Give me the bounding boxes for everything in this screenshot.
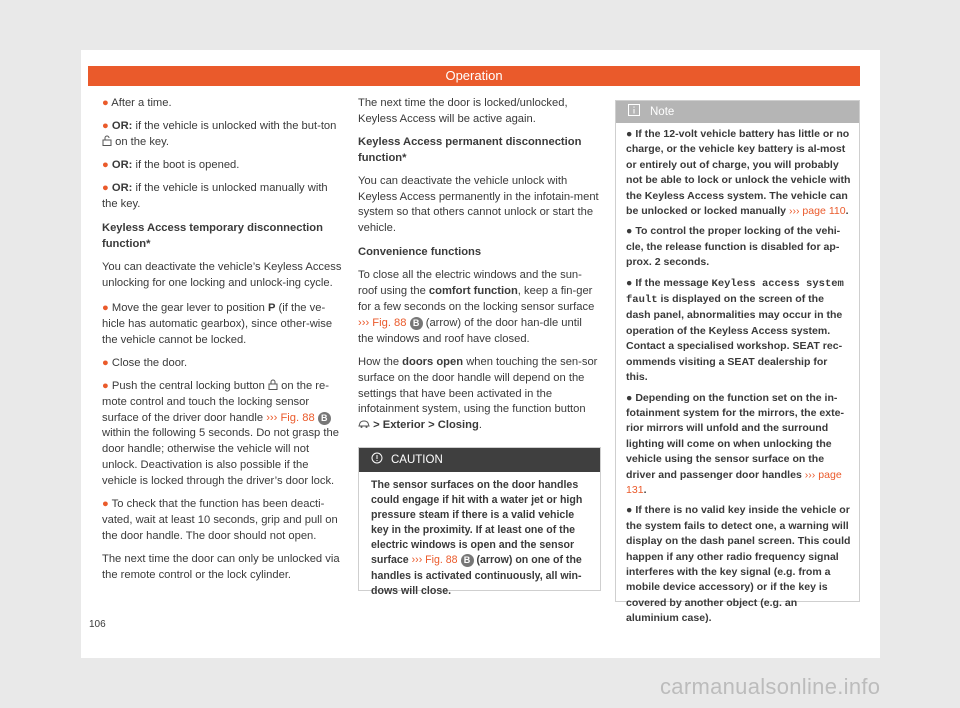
page-link[interactable]: ››› page 110 xyxy=(788,205,846,218)
caution-box xyxy=(358,447,601,597)
section-title: Operation xyxy=(445,68,503,83)
list-item: ● Close the door. xyxy=(102,356,188,369)
section-heading: Convenience functions xyxy=(358,246,482,259)
page-link[interactable]: ››› page 131 xyxy=(626,468,842,496)
list-item: ● To control the proper locking of the vehi-cle, the release function is disabled for ap-prox. 2 seconds. xyxy=(626,225,841,269)
list-item: ● Depending on the function set on the in-fotainment system for the mirrors, the exte-rior mirrors will unfold and the surround lighting will come on when unlocking the vehicle using the sensor surface on the driver and passenger door handles ››› page 131. xyxy=(626,391,845,496)
figure-link[interactable]: ››› Fig. 88 xyxy=(358,316,407,329)
watermark: carmanualsonline.info xyxy=(660,674,881,699)
middle-column xyxy=(358,96,600,441)
list-item: ● After a time. xyxy=(102,97,172,109)
figure-badge: B xyxy=(410,317,423,330)
caution-header xyxy=(359,448,600,472)
info-icon xyxy=(628,104,640,116)
list-item: ● Push the central locking button on the re-mote control and touch the locking sensor surface of the driver door handle ››› Fig. 88 B within the following 5 seconds. Do not grasp the door handle; otherwise the vehicle will not unlock. Deactivation is also possible if the vehicle is locked through the driver’s door lock. xyxy=(102,379,339,488)
section-header xyxy=(88,66,860,86)
list-item: ● If there is no valid key inside the vehicle or the system fails to detect one, a warning will display on the dash panel screen. This could happen if any other radio frequency signal interferes with the key signal (e.g. from a mobile device accessory) or if the key is covered by another object (e.g. an aluminium case). xyxy=(626,504,851,625)
bullet-icon: ● xyxy=(102,158,109,171)
bullet-icon: ● xyxy=(102,302,109,315)
note-box xyxy=(615,100,860,625)
list-item: ● Move the gear lever to position P (if the ve-hicle has automatic gearbox), since other-wise the vehicle cannot be locked. xyxy=(102,302,333,346)
left-column xyxy=(102,96,342,591)
lock-icon xyxy=(268,379,278,390)
caution-body: The sensor surfaces on the door handles could engage if hit with a water jet or high pressure steam if there is a valid vehicle key in the proximity. If at least one of the electric windows is open and the sensor surface ››› Fig. 88 B (arrow) on one of the handles is activated continuously, all win-dows will close. xyxy=(371,479,583,597)
list-item: ● If the message Keyless access system fault is displayed on the screen of the dash panel, abnormalities may occur in the operation of the Keyless Access system. Contact a specialised workshop. SEAT rec-ommends visiting a SEAT dealership for this. xyxy=(626,276,844,384)
list-item: ● OR: if the boot is opened. xyxy=(102,158,240,171)
bullet-icon: ● xyxy=(102,119,109,132)
paragraph: How the doors open when touching the sen-sor surface on the door handle will depend on the settings that have been activated in the infotainment system, using the function button > Exterior > Closing. xyxy=(358,355,598,432)
figure-badge: B xyxy=(318,412,331,425)
paragraph: You can deactivate the vehicle’s Keyless Access unlocking for one locking and unlock-ing cycle. xyxy=(102,261,342,290)
paragraph: The next time the door is locked/unlocked, Keyless Access will be active again. xyxy=(358,97,568,125)
paragraph: To close all the electric windows and the sun-roof using the comfort function, keep a fin-ger for a few seconds on the locking sensor surface ››› Fig. 88 B (arrow) of the door han-dle until the windows and roof have closed. xyxy=(358,269,595,345)
section-heading: Keyless Access temporary disconnection function* xyxy=(102,222,323,251)
list-item: ● OR: if the vehicle is unlocked with the but-ton on the key. xyxy=(102,119,337,148)
bullet-icon: ● xyxy=(102,379,109,392)
bullet-icon: ● xyxy=(102,181,109,194)
list-item: ● OR: if the vehicle is unlocked manually with the key. xyxy=(102,181,328,210)
bullet-icon: ● xyxy=(102,498,109,511)
figure-badge: B xyxy=(461,554,474,567)
figure-link[interactable]: ››› Fig. 88 xyxy=(266,411,315,424)
bullet-icon: ● xyxy=(102,356,109,369)
car-icon xyxy=(358,419,370,429)
unlock-icon xyxy=(102,135,112,146)
note-title: Note xyxy=(650,106,675,118)
note-body xyxy=(616,123,859,627)
bullet-icon: ● xyxy=(102,97,109,109)
page-number: 106 xyxy=(89,619,106,630)
caution-title: CAUTION xyxy=(391,454,443,466)
figure-link[interactable]: ››› Fig. 88 xyxy=(411,554,458,567)
list-item: ● To check that the function has been deacti-vated, wait at least 10 seconds, grip and pull on the door handle. The door should not open. xyxy=(102,498,338,542)
warning-icon xyxy=(371,452,383,464)
note-header xyxy=(616,101,859,123)
section-heading: Keyless Access permanent disconnection function* xyxy=(358,135,582,164)
list-item: ● If the 12-volt vehicle battery has little or no charge, or the vehicle key battery is al-most or entirely out of charge, you will probably not be able to lock or unlock the vehicle with the Keyless Access system. The vehicle can be unlocked or locked manually ››› page 110. xyxy=(626,128,851,218)
paragraph: The next time the door can only be unlocked via the remote control or the lock cylinder. xyxy=(102,552,340,581)
paragraph: You can deactivate the vehicle unlock with Keyless Access permanently in the infotain-ment system so that others cannot unlock or start the vehicle. xyxy=(358,174,599,235)
